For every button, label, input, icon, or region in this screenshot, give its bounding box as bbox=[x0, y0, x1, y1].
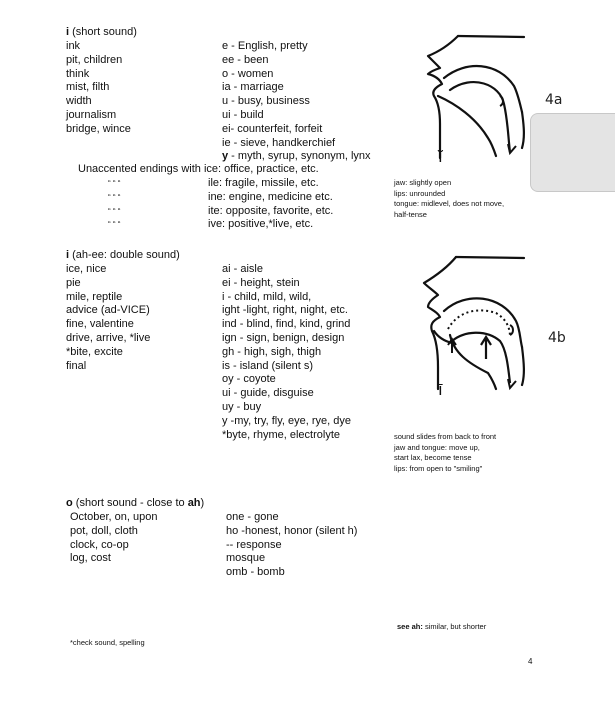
word-item: ink bbox=[66, 40, 81, 52]
spelling-list-i-long bbox=[222, 263, 351, 442]
spelling-item: ind - blind, find, kind, grind bbox=[222, 318, 351, 331]
symbol-i-long: ī bbox=[438, 380, 443, 399]
spelling-item: y -my, try, fly, eye, rye, dye bbox=[222, 414, 351, 427]
spelling-item: y - myth, syrup, synonym, lynx bbox=[222, 150, 371, 163]
spelling-item: ai - aisle bbox=[222, 263, 263, 275]
heading-i-long: i (ah-ee: double sound) bbox=[66, 249, 180, 261]
spelling-item: ho -honest, honor (silent h) bbox=[226, 524, 358, 537]
word-item: mist, filth bbox=[66, 81, 110, 94]
handwritten-label-4b: 4b bbox=[548, 330, 566, 346]
mouth-diagram-i-short bbox=[404, 34, 534, 169]
spelling-item: uy - buy bbox=[222, 400, 262, 413]
note-line: lips: unrounded bbox=[394, 188, 446, 198]
spelling-item: *byte, rhyme, electrolyte bbox=[222, 428, 340, 441]
spelling-item: ui - guide, disguise bbox=[222, 387, 314, 400]
spelling-item: is - island (silent s) bbox=[222, 359, 314, 372]
word-item: journalism bbox=[66, 108, 117, 121]
word-item: pot, doll, cloth bbox=[70, 524, 138, 537]
spelling-item: ei- counterfeit, forfeit bbox=[222, 122, 323, 135]
word-list-i-short bbox=[66, 40, 131, 137]
spelling-item: ight -light, right, night, etc. bbox=[222, 304, 348, 317]
word-item: pie bbox=[66, 276, 81, 289]
spelling-item: omb - bomb bbox=[226, 566, 285, 579]
word-item: final bbox=[66, 359, 87, 372]
note-line: lips: from open to "smiling" bbox=[394, 463, 483, 473]
word-item: bridge, wince bbox=[66, 122, 131, 135]
spelling-item: i - child, mild, wild, bbox=[222, 290, 312, 303]
word-item: advice (ad-VICE) bbox=[66, 304, 150, 317]
spelling-item: ui - build bbox=[222, 108, 264, 121]
word-item: October, on, upon bbox=[70, 511, 158, 523]
see-ah-note: see ah: similar, but shorter bbox=[397, 622, 487, 631]
spelling-item: one - gone bbox=[226, 511, 279, 523]
footnote: *check sound, spelling bbox=[70, 638, 145, 647]
articulation-notes-i-short bbox=[394, 178, 504, 220]
spelling-item: o - women bbox=[222, 67, 274, 80]
word-item: log, cost bbox=[70, 552, 111, 565]
spelling-item: u - busy, business bbox=[222, 95, 310, 108]
word-item: fine, valentine bbox=[66, 318, 134, 331]
heading-i-short: i (short sound) bbox=[66, 26, 137, 38]
word-item: clock, co-op bbox=[70, 538, 129, 551]
word-item: think bbox=[66, 67, 90, 80]
spelling-item: e - English, pretty bbox=[222, 40, 308, 52]
heading-o-short: o (short sound - close to ah) bbox=[66, 497, 205, 509]
articulation-notes-i-long bbox=[394, 432, 496, 474]
spelling-item: ei - height, stein bbox=[222, 276, 300, 289]
page-number: 4 bbox=[528, 657, 533, 666]
spelling-item: oy - coyote bbox=[222, 373, 276, 386]
note-line: half-tense bbox=[394, 209, 427, 219]
ending-item: “ “ “ ite: opposite, favorite, etc. bbox=[108, 204, 334, 217]
note-line: sound slides from back to front bbox=[394, 432, 497, 441]
word-item: pit, children bbox=[66, 53, 123, 66]
word-item: ice, nice bbox=[66, 263, 107, 275]
ending-item: “ “ “ ile: fragile, missile, etc. bbox=[108, 177, 319, 189]
spelling-item: ia - marriage bbox=[222, 81, 284, 94]
note-line: tongue: midlevel, does not move, bbox=[394, 199, 505, 208]
word-item: width bbox=[66, 95, 92, 108]
spelling-list-i-short bbox=[222, 40, 371, 164]
spelling-item: -- response bbox=[226, 538, 282, 551]
spelling-item: ign - sign, benign, design bbox=[222, 331, 345, 344]
spelling-item: ie - sieve, handkerchief bbox=[222, 136, 336, 149]
word-list-i-long bbox=[66, 263, 150, 373]
ending-item: “ “ “ ive: positive,*live, etc. bbox=[108, 218, 314, 231]
note-line: jaw: slightly open bbox=[394, 178, 452, 187]
ending-item: “ “ “ ine: engine, medicine etc. bbox=[108, 190, 333, 203]
spelling-item: gh - high, sigh, thigh bbox=[222, 345, 322, 358]
spelling-list-o-short bbox=[226, 511, 357, 580]
word-item: *bite, excite bbox=[66, 345, 123, 358]
note-line: start lax, become tense bbox=[394, 453, 472, 462]
spelling-item: ee - been bbox=[222, 53, 269, 66]
note-line: jaw and tongue: move up, bbox=[394, 442, 480, 452]
handwritten-label-4a: 4a bbox=[545, 92, 563, 108]
spelling-item: mosque bbox=[226, 552, 266, 565]
word-list-o-short bbox=[70, 511, 157, 566]
mouth-diagram-i-long bbox=[404, 255, 534, 400]
word-item: drive, arrive, *live bbox=[66, 331, 151, 344]
tab-marker bbox=[530, 113, 615, 192]
symbol-i-short: ĭ bbox=[438, 147, 443, 166]
unaccented-endings-label: Unaccented endings with ice: office, practice, etc. bbox=[78, 163, 319, 175]
word-item: mile, reptile bbox=[66, 290, 123, 303]
unaccented-endings-list bbox=[108, 177, 333, 232]
